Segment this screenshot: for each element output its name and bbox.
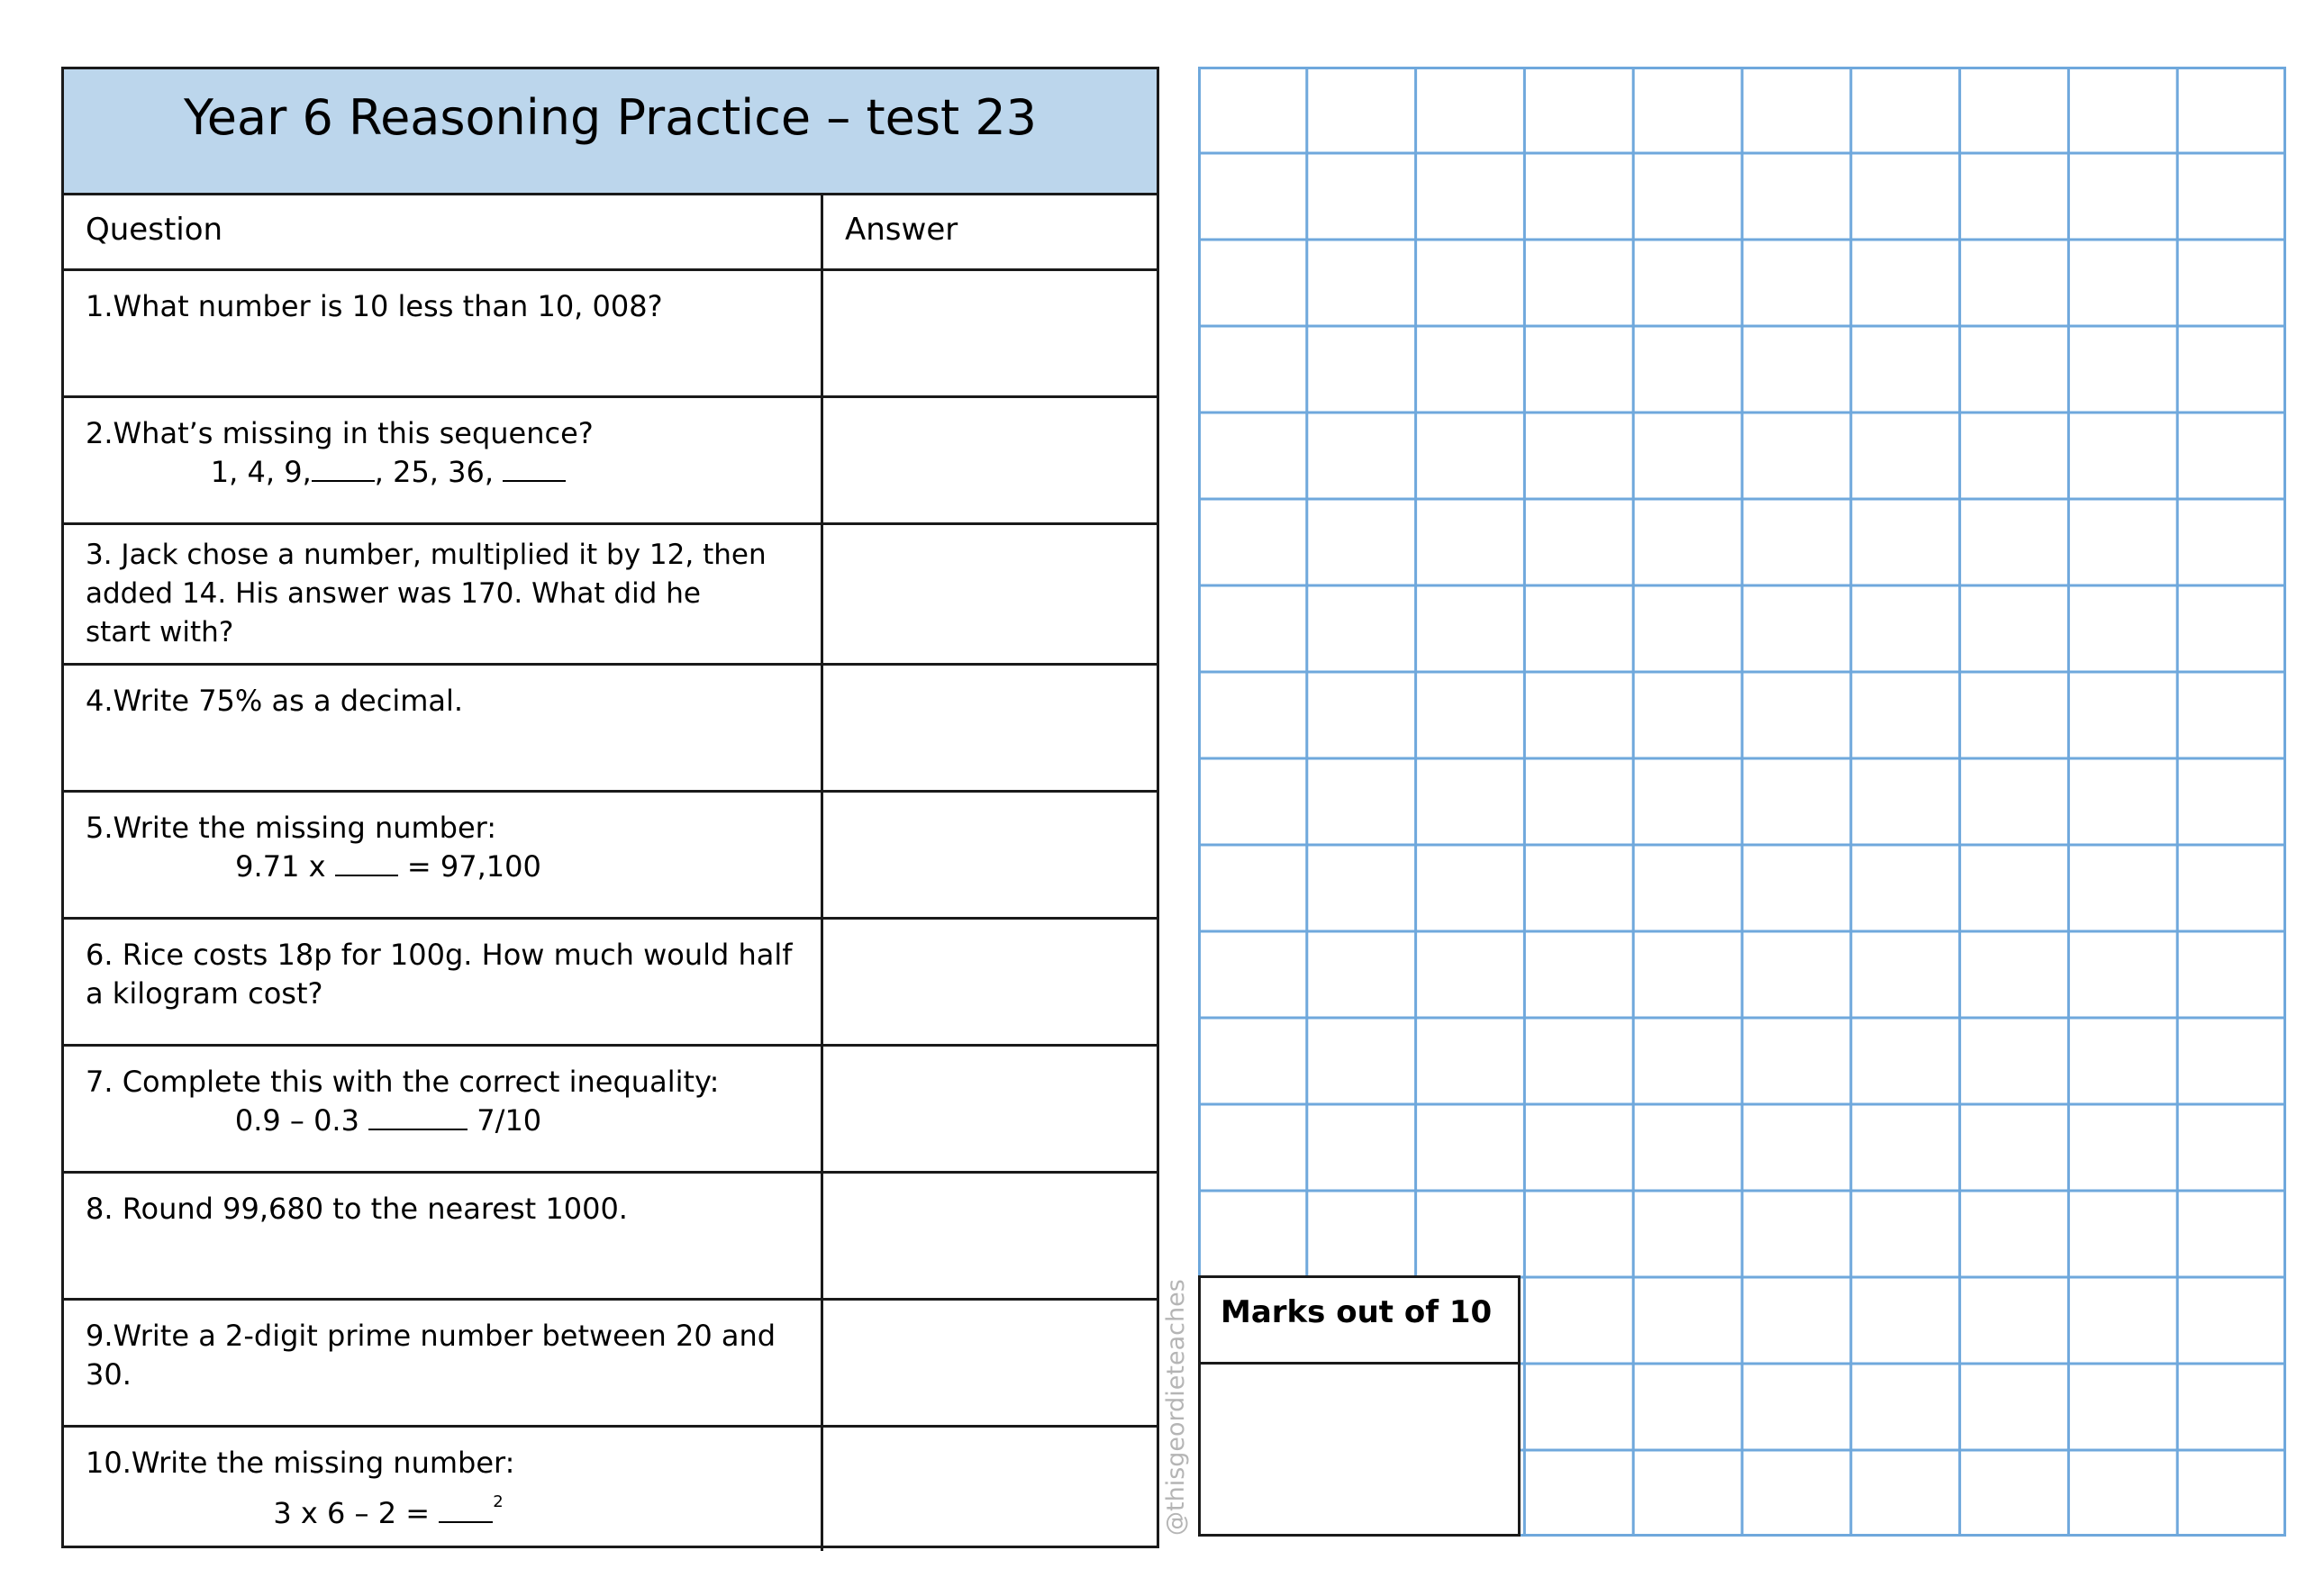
marks-label: Marks out of 10 bbox=[1201, 1278, 1518, 1365]
answer-cell[interactable] bbox=[823, 525, 1157, 663]
question-cell bbox=[64, 1428, 823, 1551]
question-row-10 bbox=[64, 1428, 1157, 1551]
question-cell bbox=[64, 793, 823, 917]
answer-cell[interactable] bbox=[823, 398, 1157, 522]
question-text: 4.Write 75% as a decimal. bbox=[64, 666, 823, 790]
question-row-9 bbox=[64, 1301, 1157, 1428]
equation-left: 9.71 x bbox=[235, 849, 326, 884]
question-text: 9.Write a 2-digit prime number between 20 and 30. bbox=[64, 1301, 823, 1425]
inequality-line bbox=[86, 1102, 799, 1140]
inequality-left: 0.9 – 0.3 bbox=[234, 1103, 359, 1138]
header-row bbox=[64, 195, 1157, 271]
question-row-1 bbox=[64, 271, 1157, 398]
answer-column-header: Answer bbox=[845, 212, 958, 248]
inequality-right: 7/10 bbox=[477, 1103, 542, 1138]
answer-cell[interactable] bbox=[823, 1428, 1157, 1551]
answer-cell[interactable] bbox=[823, 793, 1157, 917]
answer-blank bbox=[503, 455, 566, 482]
answer-cell[interactable] bbox=[823, 271, 1157, 395]
answer-blank bbox=[312, 455, 375, 482]
equation-line bbox=[86, 1483, 799, 1533]
equation-line bbox=[86, 848, 799, 886]
question-row-7 bbox=[64, 1047, 1157, 1174]
equation-left: 3 x 6 – 2 = bbox=[273, 1496, 431, 1530]
question-text: 2.What’s missing in this sequence? bbox=[86, 416, 594, 450]
worksheet-table bbox=[61, 67, 1159, 1548]
question-cell bbox=[64, 1047, 823, 1171]
question-cell bbox=[64, 398, 823, 522]
question-text: 10.Write the missing number: bbox=[86, 1446, 515, 1480]
answer-cell[interactable] bbox=[823, 1301, 1157, 1425]
sequence-middle: , 25, 36, bbox=[374, 455, 495, 489]
question-row-6 bbox=[64, 920, 1157, 1047]
question-text: 1.What number is 10 less than 10, 008? bbox=[64, 271, 823, 395]
sequence-line bbox=[86, 453, 799, 492]
question-row-3 bbox=[64, 525, 1157, 666]
answer-cell[interactable] bbox=[823, 920, 1157, 1044]
question-row-4 bbox=[64, 666, 1157, 793]
answer-cell[interactable] bbox=[823, 1174, 1157, 1298]
question-text: 5.Write the missing number: bbox=[86, 811, 497, 845]
question-column-header: Question bbox=[64, 195, 823, 268]
marks-box bbox=[1198, 1275, 1521, 1537]
squared-exponent: 2 bbox=[493, 1492, 504, 1511]
worksheet-title: Year 6 Reasoning Practice – test 23 bbox=[64, 69, 1157, 195]
answer-blank bbox=[335, 849, 398, 876]
question-text: 7. Complete this with the correct inequality: bbox=[86, 1065, 720, 1099]
question-text: 6. Rice costs 18p for 100g. How much would half a kilogram cost? bbox=[64, 920, 823, 1044]
author-watermark: @thisgeordieteaches bbox=[1162, 1279, 1190, 1536]
answer-blank bbox=[368, 1103, 468, 1130]
equation-right: = 97,100 bbox=[406, 849, 541, 884]
question-row-8 bbox=[64, 1174, 1157, 1301]
question-text: 8. Round 99,680 to the nearest 1000. bbox=[64, 1174, 823, 1298]
sequence-start: 1, 4, 9, bbox=[210, 455, 312, 489]
question-row-5 bbox=[64, 793, 1157, 920]
question-text: 3. Jack chose a number, multiplied it by 12, then added 14. His answer was 170. What did he start with? bbox=[64, 525, 823, 663]
marks-answer-cell[interactable] bbox=[1201, 1365, 1518, 1534]
answer-cell[interactable] bbox=[823, 666, 1157, 790]
answer-blank bbox=[439, 1496, 493, 1523]
question-row-2 bbox=[64, 398, 1157, 525]
answer-cell[interactable] bbox=[823, 1047, 1157, 1171]
